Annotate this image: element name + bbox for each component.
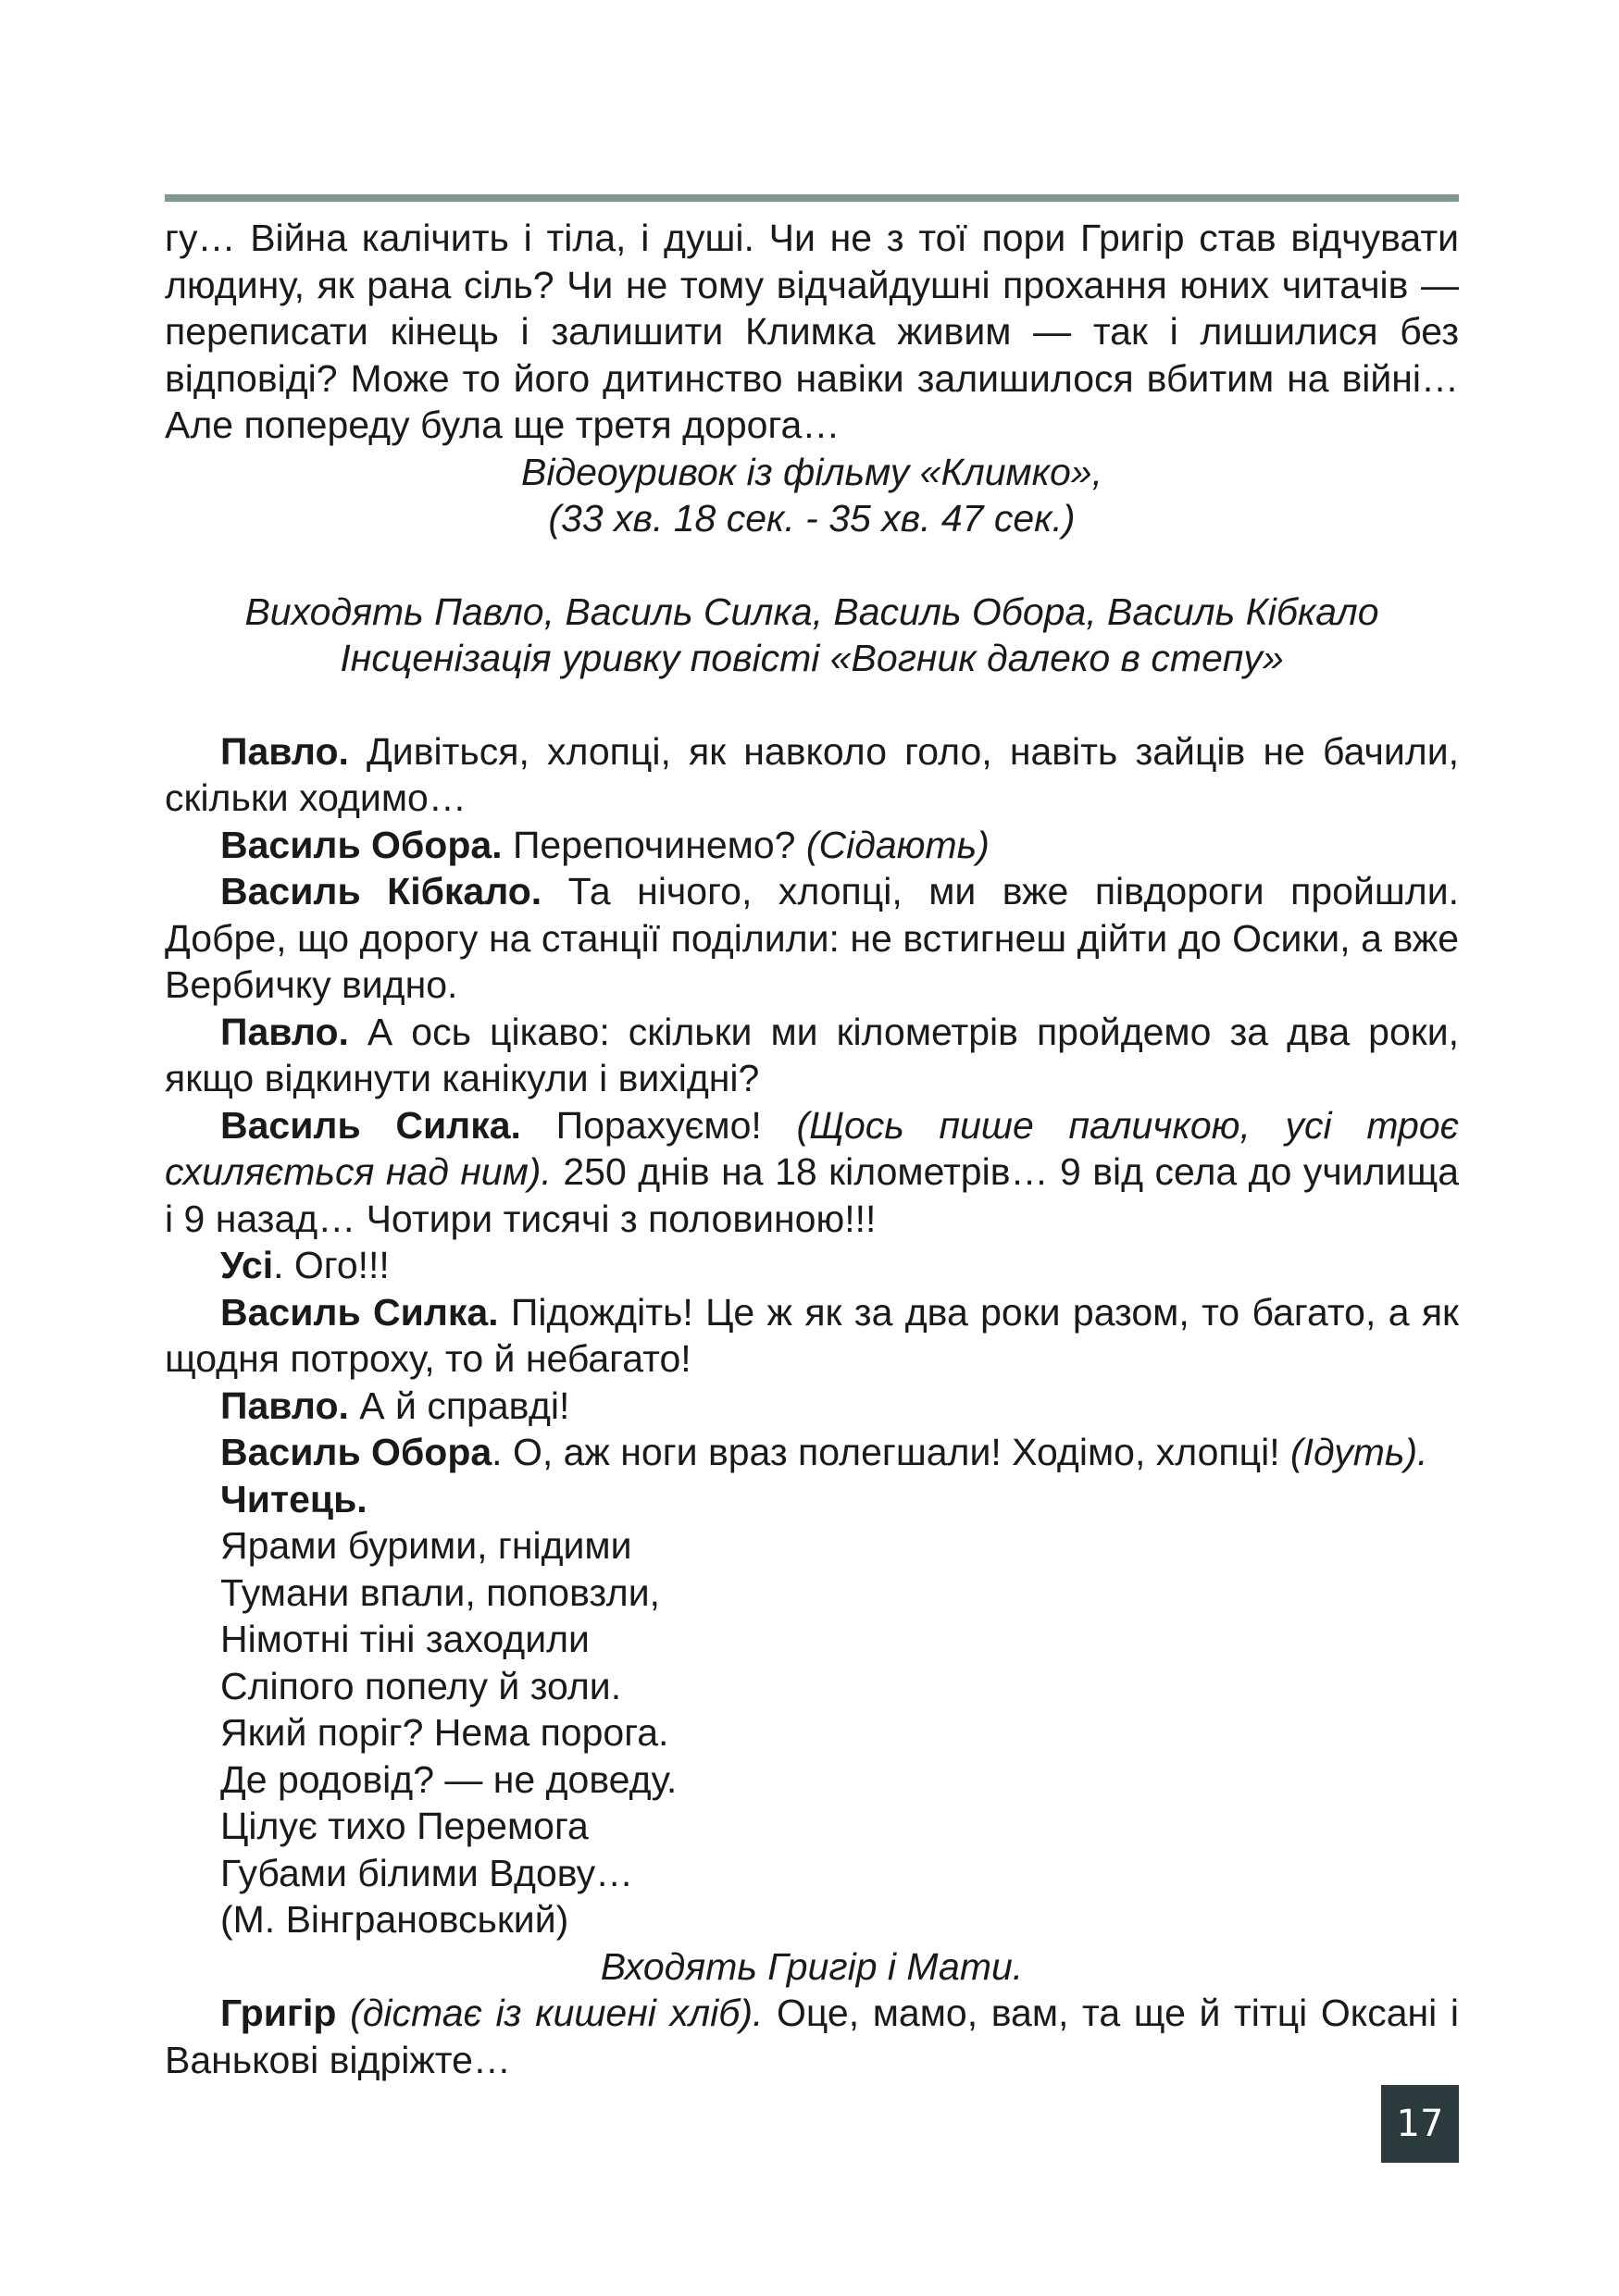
stage-direction: (Щось пише паличкою, усі троє схиляється над ним). (165, 1103, 1459, 1193)
speaker-name: Василь Силка. (220, 1103, 521, 1147)
speech-text: Перепочинемо? (502, 823, 806, 866)
video-note-line2: (33 хв. 18 сек. - 35 хв. 47 сек.) (548, 497, 1076, 540)
dialogue-line (165, 1289, 1459, 1383)
stage-entrance-line2: Інсценізація уривку повісті «Вогник далеко в степу» (340, 637, 1284, 679)
page-content (165, 215, 1459, 2083)
poem-line: Ярами бурими, гнідими (220, 1524, 632, 1567)
stage-entrance-line1: Виходять Павло, Василь Силка, Василь Обора, Василь Кібкало (244, 590, 1379, 633)
dialogue-line (165, 728, 1459, 822)
video-note-line1: Відеоуривок із фільму «Климко», (520, 450, 1102, 493)
page-number: 17 (1381, 2085, 1459, 2163)
speaker-name: Василь Обора (220, 1431, 492, 1473)
speaker-name: Василь Силка. (220, 1290, 499, 1334)
speaker-name: Павло. (220, 1010, 349, 1053)
speech-text: . О, аж ноги враз полегшали! Ходімо, хлопці! (492, 1431, 1290, 1473)
stage-direction: (Сідають) (805, 823, 990, 866)
speaker-name: Василь Кібкало. (220, 870, 542, 912)
dialogue-line (165, 822, 1459, 869)
dialogue-line (165, 1102, 1459, 1243)
speech-text: Оце, мамо, вам, та ще й тітці Оксані і Ванькові відріжте… (165, 1992, 1459, 2081)
speech-text: Підождіть! Це ж як за два роки разом, то багато, а як щодня потроху, то й небагато! (165, 1290, 1459, 1380)
poem-line: Сліпого попелу й золи. (220, 1664, 622, 1707)
intro-paragraph: гу… Війна калічить і тіла, і душі. Чи не з тої пори Григір став відчувати людину, як рана сіль? Чи не тому відчайдушні прохання юних читачів — переписати кінець і залишити Климка живим — так і лишилися без відповіді? Може то його дитинство навіки залишилося вбитим на війні… Але попереду була ще третя дорога… (165, 217, 1459, 446)
speech-text: Та нічого, хлопці, ми вже півдороги пройшли. Добре, що дорогу на станції поділили: не встигнеш дійти до Осики, а вже Вербичку видно. (165, 870, 1459, 1006)
poem-line: Тумани впали, поповзли, (220, 1570, 660, 1614)
speech-text: А ось цікаво: скільки ми кілометрів пройдемо за два роки, якщо відкинути канікули і вихідні? (165, 1010, 1459, 1099)
poem-line: Де родовід? — не доведу. (220, 1757, 678, 1801)
speech-text: 250 днів на 18 кілометрів… 9 від села до училища і 9 назад… Чотири тисячі з половиною!!! (165, 1150, 1459, 1240)
speaker-name: Василь Обора. (220, 823, 503, 866)
dialogue-line (165, 1429, 1459, 1476)
stage-entrance-2: Входять Григір і Мати. (600, 1944, 1024, 1988)
speaker-name: Григір (220, 1992, 337, 2034)
speech-text: А й справді! (348, 1384, 570, 1427)
poem (165, 1522, 1459, 1943)
speaker-name: Павло. (220, 729, 349, 773)
dialogue-line (165, 1990, 1459, 2083)
poem-author: (М. Вінграновський) (220, 1898, 569, 1941)
top-rule (165, 194, 1459, 202)
dialogue-line (165, 1009, 1459, 1102)
dialogue-line (165, 1242, 1459, 1289)
speech-text: . Ого!!! (273, 1244, 390, 1286)
poem-line: Цілує тихо Перемога (220, 1805, 589, 1847)
stage-direction: (дістає із кишені хліб). (336, 1992, 764, 2034)
stage-direction: (Ідуть). (1290, 1431, 1428, 1473)
dialogue-line (165, 868, 1459, 1009)
speech-text: Порахуємо! (520, 1103, 797, 1147)
speaker-name: Павло. (220, 1384, 349, 1427)
poem-line: Який поріг? Нема порога. (220, 1711, 669, 1754)
speaker-name: Усі (220, 1244, 274, 1286)
dialogue-line (165, 1383, 1459, 1430)
poem-line: Губами білими Вдову… (220, 1851, 634, 1894)
speech-text: Дивіться, хлопці, як навколо голо, навіть зайців не бачили, скільки ходимо… (165, 729, 1459, 819)
poem-line: Німотні тіні заходили (220, 1618, 590, 1660)
reader-speaker: Читець. (220, 1477, 367, 1520)
